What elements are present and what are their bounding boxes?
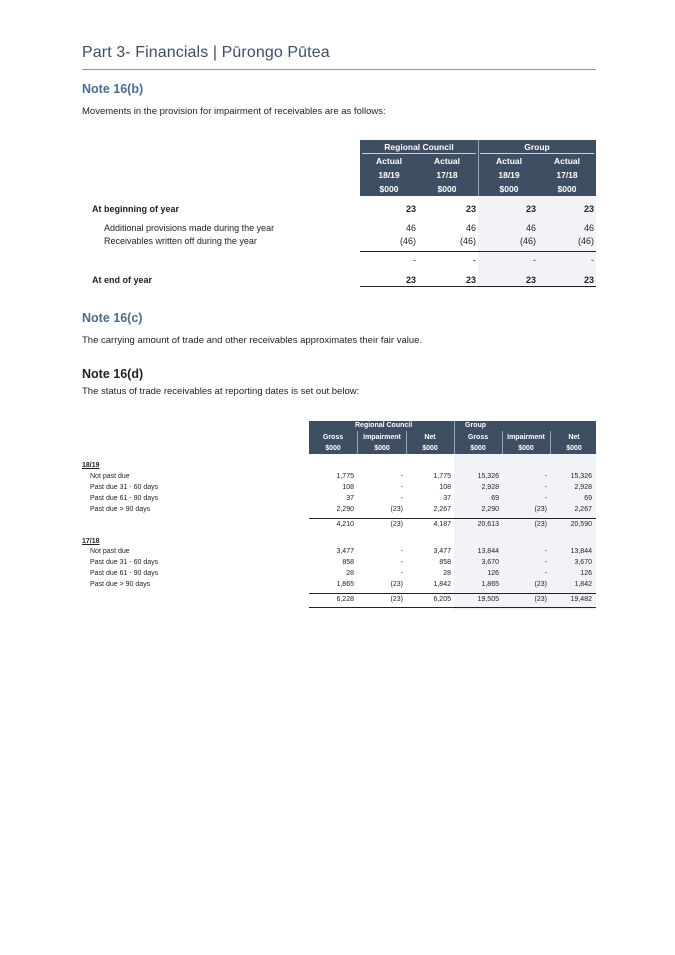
cell: 46 (583, 223, 594, 233)
cell: 19,505 (477, 596, 499, 603)
cell: 1,865 (481, 581, 499, 588)
note-16d-heading: Note 16(d) (82, 367, 144, 381)
row-label: Past due > 90 days (90, 506, 151, 513)
cell: - (544, 570, 547, 577)
cell: 1,775 (433, 473, 451, 480)
cell: 15,326 (477, 473, 499, 480)
column-header (503, 432, 549, 454)
group-header-group: Group (524, 142, 550, 152)
cell: 3,477 (433, 548, 451, 555)
column-header-line: Impairment (507, 434, 545, 441)
column-header-line: Actual (434, 156, 460, 166)
column-divider (357, 431, 358, 454)
column-header-line: Net (424, 434, 436, 441)
cell: - (544, 484, 547, 491)
column-header (360, 154, 418, 196)
row-label: Additional provisions made during the year (104, 223, 275, 233)
cell: 46 (405, 223, 416, 233)
subtotal-rule (309, 593, 596, 594)
table-row (82, 274, 596, 286)
cell: 20,613 (477, 521, 499, 528)
column-header-line: $000 (499, 184, 519, 194)
cell: 2,267 (433, 506, 451, 513)
cell: 2,928 (574, 484, 592, 491)
cell: 6,205 (433, 596, 451, 603)
cell: 23 (465, 275, 476, 285)
cell: 4,210 (336, 521, 354, 528)
cell: (23) (390, 581, 403, 588)
cell: 20,590 (570, 521, 592, 528)
subtotal-rule (360, 251, 596, 252)
cell: (23) (390, 521, 403, 528)
page-title: Part 3- Financials | Pūrongo Pūtea (82, 44, 330, 61)
column-header-line: 17/18 (556, 170, 578, 180)
cell: 23 (525, 275, 536, 285)
cell: 108 (342, 484, 354, 491)
row-label: Not past due (90, 473, 130, 480)
cell: 858 (342, 559, 354, 566)
cell: - (591, 255, 594, 265)
cell: (23) (534, 521, 547, 528)
column-header-line: $000 (422, 445, 438, 452)
cell: 2,928 (481, 484, 499, 491)
cell: - (400, 570, 403, 577)
column-header (480, 154, 538, 196)
table-row (82, 505, 596, 515)
section-year: 18/19 (82, 462, 100, 469)
table-row (82, 558, 596, 568)
column-header-line: Actual (376, 156, 402, 166)
row-label: Past due 61 - 90 days (90, 570, 159, 577)
table-row (82, 203, 596, 215)
table-row (82, 472, 596, 482)
row-label: At end of year (92, 275, 153, 285)
cell: - (533, 255, 536, 265)
cell: 13,844 (477, 548, 499, 555)
column-header-line: $000 (518, 445, 534, 452)
column-header (455, 432, 501, 454)
cell: 2,290 (336, 506, 354, 513)
group-header-regional-council: Regional Council (384, 142, 454, 152)
cell: 3,477 (336, 548, 354, 555)
column-header-line: Actual (496, 156, 522, 166)
cell: - (544, 559, 547, 566)
cell: 1,865 (336, 581, 354, 588)
group-header-group: Group (465, 422, 486, 429)
cell: 858 (439, 559, 451, 566)
subtotal-rule (309, 518, 596, 519)
column-header (310, 432, 356, 454)
note-16c-text: The carrying amount of trade and other receivables approximates their fair value. (82, 335, 423, 346)
cell: (23) (534, 506, 547, 513)
column-header (407, 432, 453, 454)
table-row (82, 235, 596, 247)
cell: 2,267 (574, 506, 592, 513)
cell: (23) (390, 506, 403, 513)
group-header-regional-council: Regional Council (355, 422, 413, 429)
cell: 69 (491, 495, 499, 502)
cell: (46) (399, 236, 416, 246)
cell: 46 (525, 223, 536, 233)
section-year: 17/18 (82, 538, 100, 545)
column-header-line: Net (568, 434, 580, 441)
row-label: Past due > 90 days (90, 581, 151, 588)
cell: (23) (534, 596, 547, 603)
cell: 23 (525, 204, 536, 214)
cell: 1,842 (574, 581, 592, 588)
column-header-line: Impairment (363, 434, 401, 441)
row-label: Past due 31 - 60 days (90, 559, 159, 566)
cell: 6,228 (336, 596, 354, 603)
cell: 23 (583, 204, 594, 214)
table-row (82, 222, 596, 234)
table-row (82, 580, 596, 590)
table-row (82, 254, 596, 266)
column-header-line: 17/18 (436, 170, 458, 180)
cell: (23) (390, 596, 403, 603)
cell: - (400, 559, 403, 566)
cell: - (400, 484, 403, 491)
cell: 19,482 (570, 596, 592, 603)
column-divider (478, 140, 479, 196)
cell: 37 (346, 495, 354, 502)
table-row (82, 547, 596, 557)
total-rule (309, 607, 596, 608)
cell: - (400, 548, 403, 555)
column-header-line: $000 (379, 184, 399, 194)
row-label: Past due 31 - 60 days (90, 484, 159, 491)
column-header-line: 18/19 (498, 170, 520, 180)
column-header-line: $000 (557, 184, 577, 194)
cell: 23 (465, 204, 476, 214)
row-label: Receivables written off during the year (104, 236, 257, 246)
cell: 108 (439, 484, 451, 491)
row-label: Past due 61 - 90 days (90, 495, 159, 502)
table-row (82, 483, 596, 493)
cell: - (544, 473, 547, 480)
column-header (551, 432, 597, 454)
column-header-line: $000 (374, 445, 390, 452)
column-header (359, 432, 405, 454)
title-divider (82, 69, 596, 70)
note-16b-intro: Movements in the provision for impairment of receivables are as follows: (82, 106, 386, 117)
column-header-line: Gross (467, 434, 489, 441)
cell: 3,670 (481, 559, 499, 566)
cell: 4,187 (433, 521, 451, 528)
cell: 126 (580, 570, 592, 577)
section-year-row (82, 461, 596, 471)
cell: 2,290 (481, 506, 499, 513)
section-year-row (82, 537, 596, 547)
column-header-line: $000 (325, 445, 341, 452)
column-header (418, 154, 476, 196)
cell: 13,844 (570, 548, 592, 555)
cell: 1,842 (433, 581, 451, 588)
row-label: At beginning of year (92, 204, 180, 214)
column-header-line: $000 (566, 445, 582, 452)
cell: 1,775 (336, 473, 354, 480)
column-header-line: Gross (322, 434, 344, 441)
cell: - (544, 495, 547, 502)
table-row (82, 569, 596, 579)
note-16b-heading: Note 16(b) (82, 82, 144, 96)
cell: 69 (584, 495, 592, 502)
cell: 28 (346, 570, 354, 577)
table-row (82, 494, 596, 504)
cell: (46) (459, 236, 476, 246)
cell: (23) (534, 581, 547, 588)
note-16d-intro: The status of trade receivables at reporting dates is set out below: (82, 386, 360, 397)
column-header-line: 18/19 (378, 170, 400, 180)
table-header (360, 140, 596, 196)
note-16c-heading: Note 16(c) (82, 311, 143, 325)
cell: - (544, 548, 547, 555)
cell: (46) (519, 236, 536, 246)
cell: 23 (405, 204, 416, 214)
cell: - (400, 473, 403, 480)
cell: 126 (487, 570, 499, 577)
cell: - (413, 255, 416, 265)
column-header-line: Actual (554, 156, 580, 166)
cell: 37 (443, 495, 451, 502)
cell: - (400, 495, 403, 502)
cell: 28 (443, 570, 451, 577)
row-label: Not past due (90, 548, 130, 555)
cell: - (473, 255, 476, 265)
cell: 46 (465, 223, 476, 233)
cell: 23 (583, 275, 594, 285)
cell: 3,670 (574, 559, 592, 566)
column-header-line: $000 (437, 184, 457, 194)
cell: 23 (405, 275, 416, 285)
total-rule (360, 286, 596, 287)
cell: (46) (577, 236, 594, 246)
column-header (538, 154, 596, 196)
table-header (309, 421, 596, 454)
total-row (82, 595, 596, 605)
column-header-line: $000 (470, 445, 486, 452)
total-row (82, 520, 596, 530)
cell: 15,326 (570, 473, 592, 480)
